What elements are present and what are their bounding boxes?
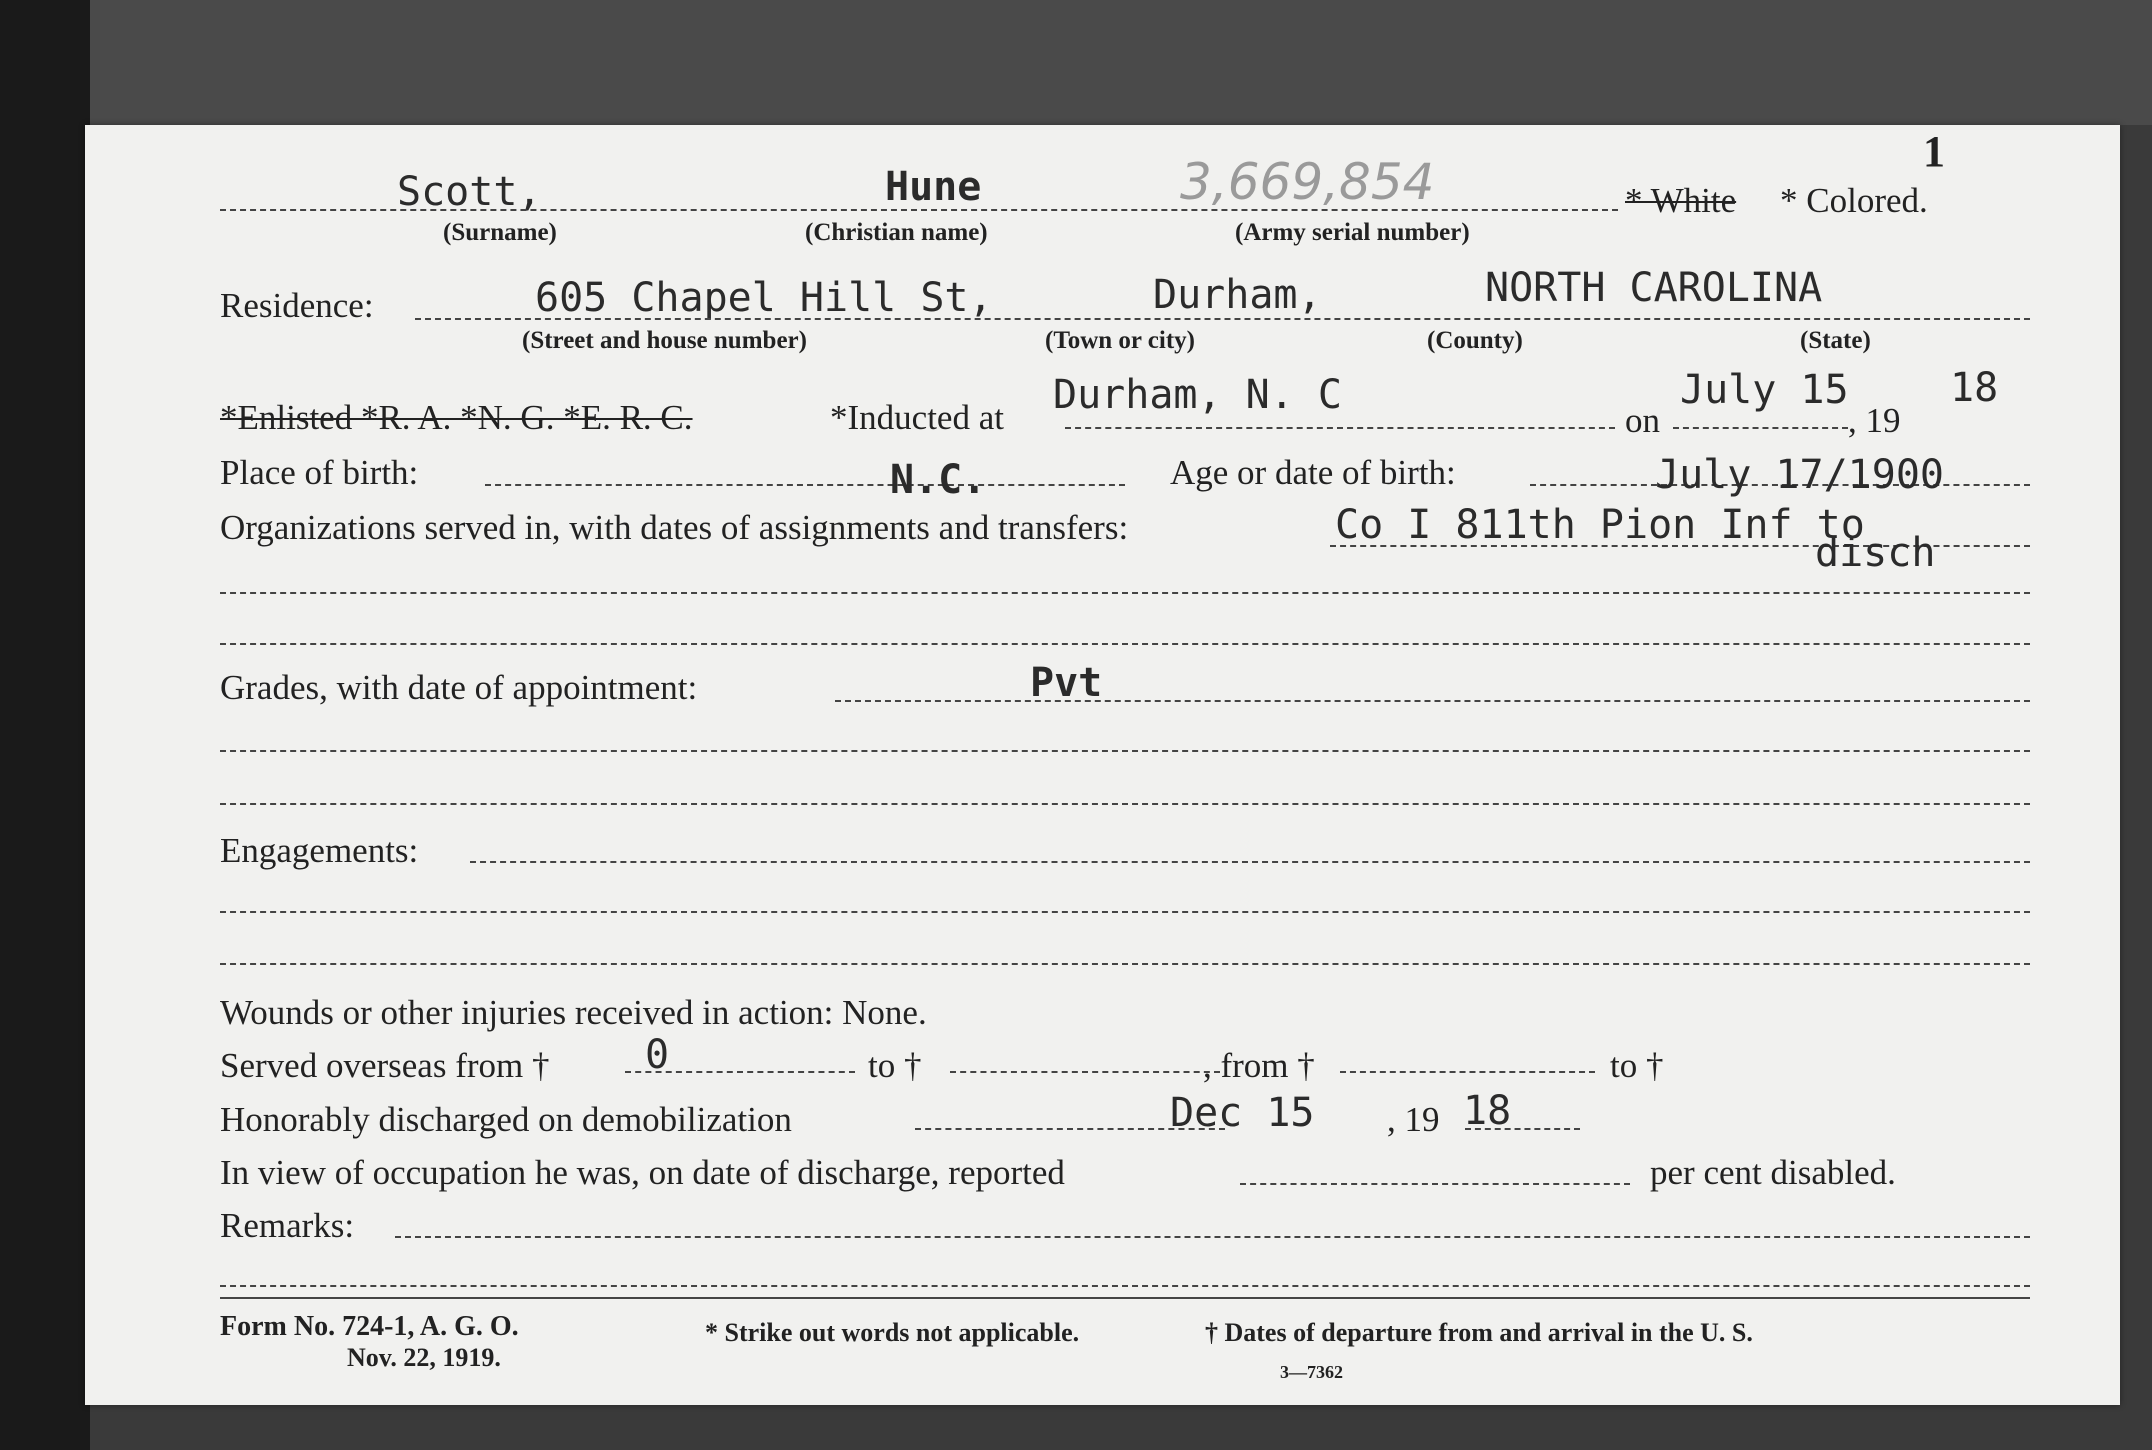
disability-suffix: per cent disabled.	[1650, 1153, 1896, 1192]
overseas-from-value: 0	[645, 1032, 670, 1078]
remarks-label: Remarks:	[220, 1206, 355, 1245]
residence-line	[415, 318, 2030, 320]
inducted-year: 18	[1950, 365, 1999, 411]
caption-christian-name: (Christian name)	[805, 219, 988, 246]
discharge-year-prefix: , 19	[1387, 1100, 1440, 1139]
inducted-date-line	[1673, 427, 1848, 429]
engagements-label: Engagements:	[220, 831, 419, 870]
caption-surname: (Surname)	[443, 219, 557, 246]
overseas-from-label: Served overseas from †	[220, 1046, 550, 1085]
caption-state: (State)	[1800, 327, 1871, 354]
scanner-background-top	[90, 0, 2152, 125]
residence-town: Durham,	[1153, 272, 1322, 318]
inducted-year-prefix: , 19	[1848, 401, 1901, 440]
scanner-background-left	[0, 0, 90, 1450]
organizations-value-continued: disch	[1815, 530, 1936, 576]
overseas-to-line	[950, 1071, 1220, 1073]
inducted-date: July 15	[1680, 367, 1849, 413]
inducted-at-label: *Inducted at	[830, 398, 1004, 437]
date-of-birth-label: Age or date of birth:	[1170, 453, 1456, 492]
engagements-line-3	[220, 963, 2030, 965]
caption-serial-number: (Army serial number)	[1235, 219, 1470, 246]
discharge-year-line	[1465, 1128, 1580, 1130]
grades-line-3	[220, 803, 2030, 805]
occupation-label: In view of occupation he was, on date of discharge, reported	[220, 1153, 1065, 1192]
discharge-year: 18	[1463, 1088, 1512, 1134]
engagements-line-2	[220, 911, 2030, 913]
organizations-line-3	[220, 643, 2030, 645]
race-white-struck: * White	[1625, 181, 1737, 220]
christian-name-value: Hune	[885, 164, 982, 210]
caption-county: (County)	[1427, 327, 1523, 354]
residence-label: Residence:	[220, 286, 374, 325]
caption-town: (Town or city)	[1045, 327, 1195, 354]
place-of-birth-label: Place of birth:	[220, 453, 419, 492]
footnote-dates: † Dates of departure from and arrival in the U. S.	[1205, 1318, 1753, 1347]
grades-line	[835, 700, 2030, 702]
overseas-from2-line	[1340, 1071, 1595, 1073]
race-colored: * Colored.	[1780, 181, 1928, 220]
caption-street: (Street and house number)	[522, 327, 807, 354]
wounds-label: Wounds or other injuries received in action: None.	[220, 993, 927, 1032]
overseas-to2-label: to †	[1610, 1046, 1664, 1085]
overseas-to-label: to †	[868, 1046, 922, 1085]
card-number: 1	[1923, 127, 1945, 176]
discharge-label: Honorably discharged on demobilization	[220, 1100, 792, 1139]
enlistment-types-struck: *Enlisted *R. A. *N. G. *E. R. C.	[220, 398, 693, 437]
footer-rule	[220, 1297, 2030, 1299]
organizations-label: Organizations served in, with dates of assignments and transfers:	[220, 508, 1129, 547]
grades-label: Grades, with date of appointment:	[220, 668, 698, 707]
remarks-line	[395, 1236, 2030, 1238]
print-code: 3—7362	[1280, 1362, 1343, 1382]
service-record-card	[85, 125, 2120, 1405]
form-date: Nov. 22, 1919.	[347, 1343, 501, 1372]
inducted-at-line	[1065, 427, 1615, 429]
surname-value: Scott,	[397, 169, 542, 215]
place-of-birth-line	[485, 484, 1125, 486]
inducted-at-place: Durham, N. C	[1053, 372, 1342, 418]
discharge-date-line	[915, 1128, 1225, 1130]
footnote-strike: * Strike out words not applicable.	[705, 1318, 1080, 1347]
residence-street: 605 Chapel Hill St,	[535, 275, 993, 321]
date-of-birth-value: July 17/1900	[1655, 452, 1944, 498]
overseas-from2-label: , from †	[1203, 1046, 1315, 1085]
organizations-line-2	[220, 592, 2030, 594]
residence-state: NORTH CAROLINA	[1485, 265, 1823, 311]
remarks-line-2	[220, 1285, 2030, 1287]
engagements-line	[470, 861, 2030, 863]
serial-number-value: 3,669,854	[1180, 153, 1435, 211]
on-label: on	[1625, 401, 1660, 440]
overseas-from-line	[625, 1071, 855, 1073]
name-line	[220, 209, 1618, 211]
grades-value: Pvt	[1030, 660, 1103, 706]
discharge-date: Dec 15	[1170, 1090, 1315, 1136]
disability-percent-line	[1240, 1183, 1630, 1185]
grades-line-2	[220, 750, 2030, 752]
organizations-value: Co I 811th Pion Inf to	[1335, 502, 1865, 548]
form-number: Form No. 724-1, A. G. O.	[220, 1311, 519, 1342]
place-of-birth-value: N.C.	[890, 457, 987, 503]
